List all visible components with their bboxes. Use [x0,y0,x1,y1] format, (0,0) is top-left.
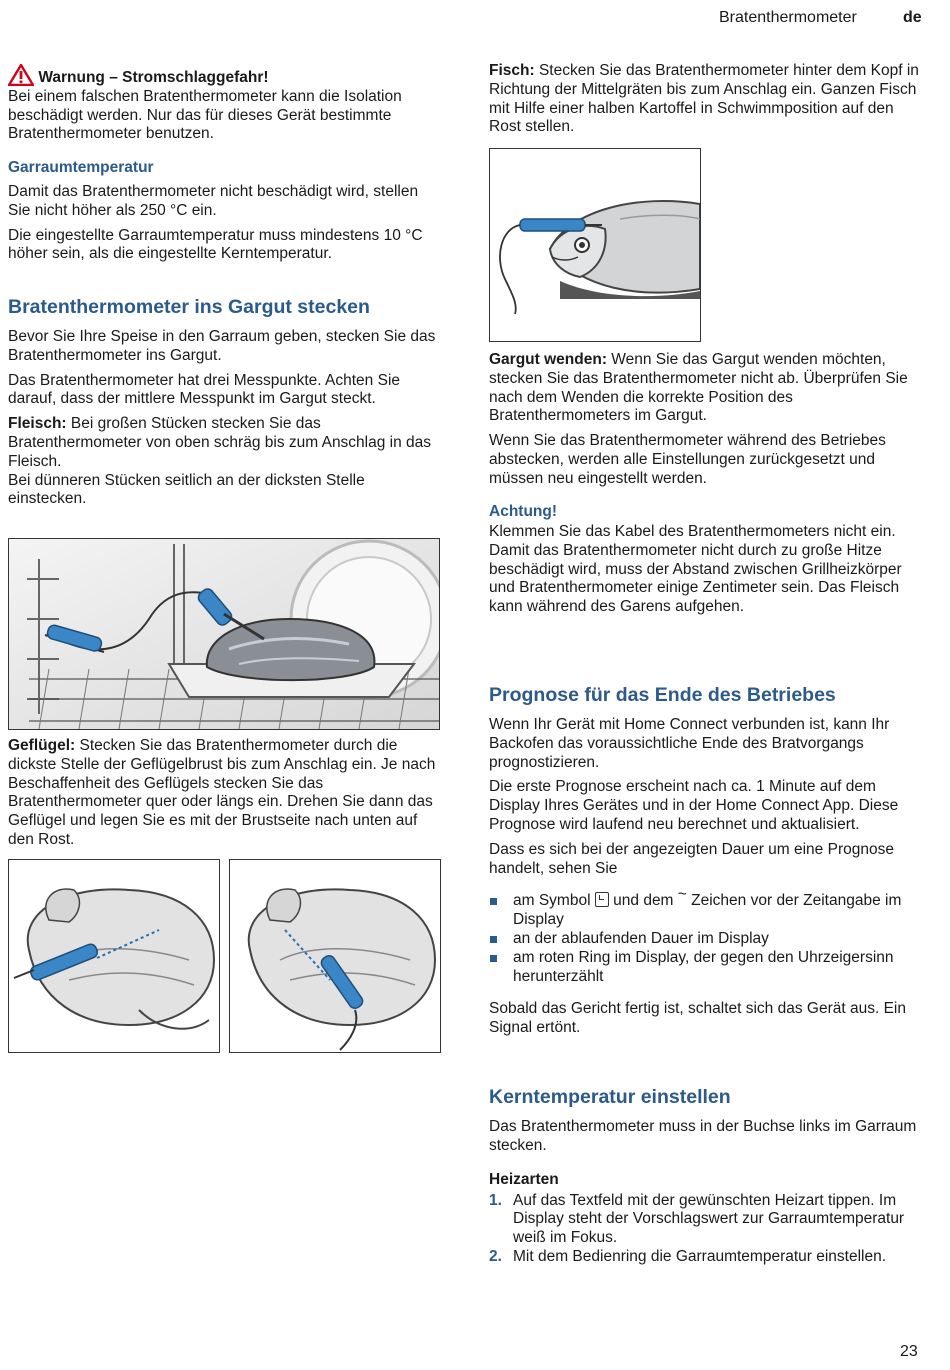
prognose-bullet-1 [489,886,929,930]
garraum-paragraph-2: Die eingestellte Garraumtemperatur muss mindestens 10 °C höher sein, als die eingestellte Kerntemperatur. [8,226,423,263]
wenden-label: Gargut wenden: [489,351,607,368]
running-header-title: Bratenthermometer [719,9,857,26]
kern-step-2-text: Mit dem Bedienring die Garraumtemperatur einstellen. [513,1247,887,1265]
prognose-bullet-list [489,886,929,986]
warning-title-line [8,64,440,88]
stecken-block [8,295,440,509]
prognose-heading: Prognose für das Ende des Betriebes [489,684,836,706]
poultry-illustration-crosswise [8,859,220,1053]
bullet-1-part-a: am Symbol [513,892,595,910]
oven-meat-illustration [8,538,440,730]
fleisch-paragraph-2: Bei dünneren Stücken seitlich an der dicksten Stelle einstecken. [8,471,365,508]
kern-step-1-number: 1. [489,1191,502,1209]
page-number: 23 [900,1343,918,1360]
stecken-paragraph-1: Bevor Sie Ihre Speise in den Garraum geben, stecken Sie das Bratenthermometer ins Gargut. [8,328,436,364]
bullet-1-part-c: Zeichen vor der Zeitangabe im Display [513,892,902,929]
fleisch-label: Fleisch: [8,415,67,433]
wenden-paragraph-2: Wenn Sie das Bratenthermometer während des Betriebes abstecken, werden alle Einstellungen zurückgesetzt und müssen neu eingestellt werden. [489,432,886,487]
garraum-block [8,158,440,264]
fish-drawing [490,149,700,341]
gefluegel-paragraph [8,737,440,850]
achtung-paragraph-1: Klemmen Sie das Kabel des Bratenthermometers nicht ein. [489,523,896,540]
warning-title: Warnung – Stromschlaggefahr! [38,69,269,86]
kern-steps [489,1192,929,1267]
fleisch-paragraph [8,415,440,471]
kern-step-1-text: Auf das Textfeld mit der gewünschten Heizart tippen. Im Display steht der Vorschlagswert zur Garraumtemperatur weiß im Fokus. [513,1191,905,1247]
stecken-heading: Bratenthermometer ins Gargut stecken [8,296,370,318]
prognose-paragraph-4: Sobald das Gericht fertig ist, schaltet sich das Gerät aus. Ein Signal ertönt. [489,1000,906,1037]
running-header-language: de [903,9,922,26]
wenden-block [489,351,929,489]
garraum-paragraph-1: Damit das Bratenthermometer nicht beschädigt wird, stellen Sie nicht höher als 250 °C ein. [8,183,419,219]
wenden-paragraph [489,351,929,426]
stecken-paragraph-2: Das Bratenthermometer hat drei Messpunkte. Achten Sie darauf, dass der mittlere Messpunkt im Gargut steckt. [8,371,401,408]
fleisch-text: Bei großen Stücken stecken Sie das Bratenthermometer von oben schräg bis zum Anschlag in das Fleisch. [8,415,432,470]
oven-meat-drawing [9,539,439,729]
warning-triangle-icon [8,64,34,86]
poultry-crosswise-drawing [9,860,219,1052]
gefluegel-block [8,737,440,850]
heizarten-subheading: Heizarten [489,1170,559,1188]
gefluegel-label: Geflügel: [8,737,76,754]
bullet-1-part-b: und dem [608,892,678,910]
achtung-paragraph-2: Damit das Bratenthermometer nicht durch zu große Hitze beschädigt wird, muss der Abstand zwischen Grillheizkörper und Bratenthermometer einige Zentimeter sein. Das Fleisch kann während des Garens aufgehen. [489,541,902,616]
poultry-lengthwise-drawing [230,860,440,1052]
prognose-bullet-3: am roten Ring im Display, der gegen den Uhrzeigersinn herunterzählt [489,949,929,987]
kern-step-2 [489,1248,929,1267]
warning-block [8,64,440,144]
kern-step-2-number: 2. [489,1247,502,1265]
kern-paragraph-1: Das Bratenthermometer muss in der Buchse links im Garraum stecken. [489,1118,917,1154]
kern-heading: Kerntemperatur einstellen [489,1086,731,1108]
poultry-illustration-lengthwise [229,859,441,1053]
prognosis-clock-icon [595,892,609,907]
prognose-block [489,683,929,1038]
warning-text: Bei einem falschen Bratenthermometer kann die Isolation beschädigt werden. Nur das für dieses Gerät bestimmte Bratenthermometer benutzen. [8,87,402,143]
fish-illustration [489,148,701,342]
wenden-text: Wenn Sie das Gargut wenden möchten, stecken Sie das Bratenthermometer nicht ab. Überprüfen Sie nach dem Wenden die korrekte Position des Bratenthermometers im Gargut. [489,351,908,425]
prognose-paragraph-3: Dass es sich bei der angezeigten Dauer um eine Prognose handelt, sehen Sie [489,840,894,877]
fisch-block [489,62,929,137]
kern-block [489,1085,929,1267]
prognose-paragraph-2: Die erste Prognose erscheint nach ca. 1 Minute auf dem Display Ihres Gerätes und in der Home Connect App. Diese Prognose wird laufend neu berechnet und aktualisiert. [489,778,899,833]
fisch-label: Fisch: [489,62,535,79]
achtung-block [489,502,929,617]
gefluegel-text: Stecken Sie das Bratenthermometer durch die dickste Stelle der Geflügelbrust bis zum Anschlag ein. Je nach Beschaffenheit des Geflügels stecken Sie das Bratenthermometer quer oder längs ein. Drehen Sie dann das Geflügel und legen Sie es mit der Brustseite nach unten auf den Rost. [8,737,436,848]
achtung-heading: Achtung! [489,503,558,520]
kern-step-1 [489,1192,929,1248]
garraum-heading: Garraumtemperatur [8,159,154,176]
fisch-text: Stecken Sie das Bratenthermometer hinter dem Kopf in Richtung der Mittelgräten bis zum Anschlag ein. Ganzen Fisch mit Hilfe einer halben Kartoffel in Schwimmposition auf den Rost stellen. [489,62,919,136]
tilde-symbol: ~ [677,886,687,904]
prognose-paragraph-1: Wenn Ihr Gerät mit Home Connect verbunden ist, kann Ihr Backofen das voraussichtliche Ende des Bratvorgangs prognostizieren. [489,716,890,771]
prognose-bullet-2: an der ablaufenden Dauer im Display [489,930,929,949]
fisch-paragraph [489,62,929,137]
